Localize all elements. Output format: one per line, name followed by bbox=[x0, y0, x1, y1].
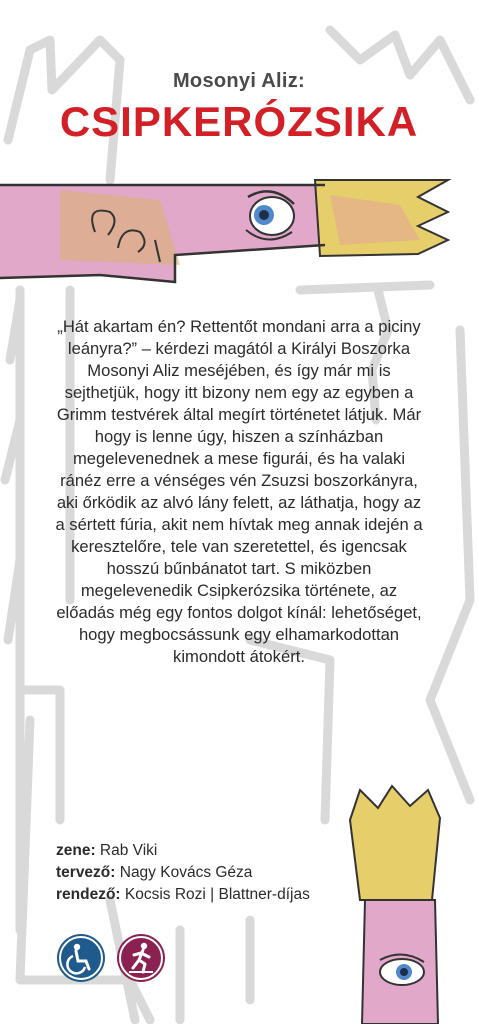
audience-participation-icon bbox=[117, 934, 165, 982]
credit-label: zene: bbox=[56, 842, 96, 859]
credit-value: Nagy Kovács Géza bbox=[115, 864, 253, 881]
page-title: CSIPKERÓZSIKA bbox=[59, 98, 419, 145]
wheelchair-accessible-icon bbox=[57, 934, 105, 982]
credit-music bbox=[56, 840, 310, 862]
credit-label: tervező: bbox=[56, 864, 116, 881]
author-name: Mosonyi Aliz: bbox=[172, 70, 306, 92]
credit-value: Rab Viki bbox=[95, 842, 158, 859]
crowned-figure-bottom-drawing bbox=[350, 786, 440, 1024]
credit-director bbox=[56, 884, 310, 906]
credit-label: rendező: bbox=[56, 886, 121, 903]
description-paragraph: „Hát akartam én? Rettentőt mondani arra a piciny leányra?” – kérdezi magától a Királyi Boszorka Mosonyi Aliz meséjében, és így már mi is sejthetjük, hogy itt bizony nem egy az egyben a Grimm testvérek által megírt történetet látjuk. Már hogy is lenne úgy, hiszen a színházban megelevenednek a mese figurái, és ha valaki ránéz erre a vénséges vén Zsuzsi boszorkányra, aki őrködik az alvó lány felett, az láthatja, hogy az a sértett fúria, akit nem hívtak meg annak idején a keresztelőre, tele van szeretettel, és igencsak hosszú bűnbánatot tart. S miközben megelevenedik Csipkerózsika története, az előadás még egy fontos dolgot kínál: lehetőséget, hogy megbocsássunk egy elhamarkodottan kimondott átokért. bbox=[55, 317, 423, 666]
crowned-figure-top-drawing bbox=[0, 180, 448, 282]
credits-list bbox=[56, 840, 310, 906]
credit-designer bbox=[56, 862, 310, 884]
credit-value: Kocsis Rozi | Blattner-díjas bbox=[120, 886, 310, 903]
